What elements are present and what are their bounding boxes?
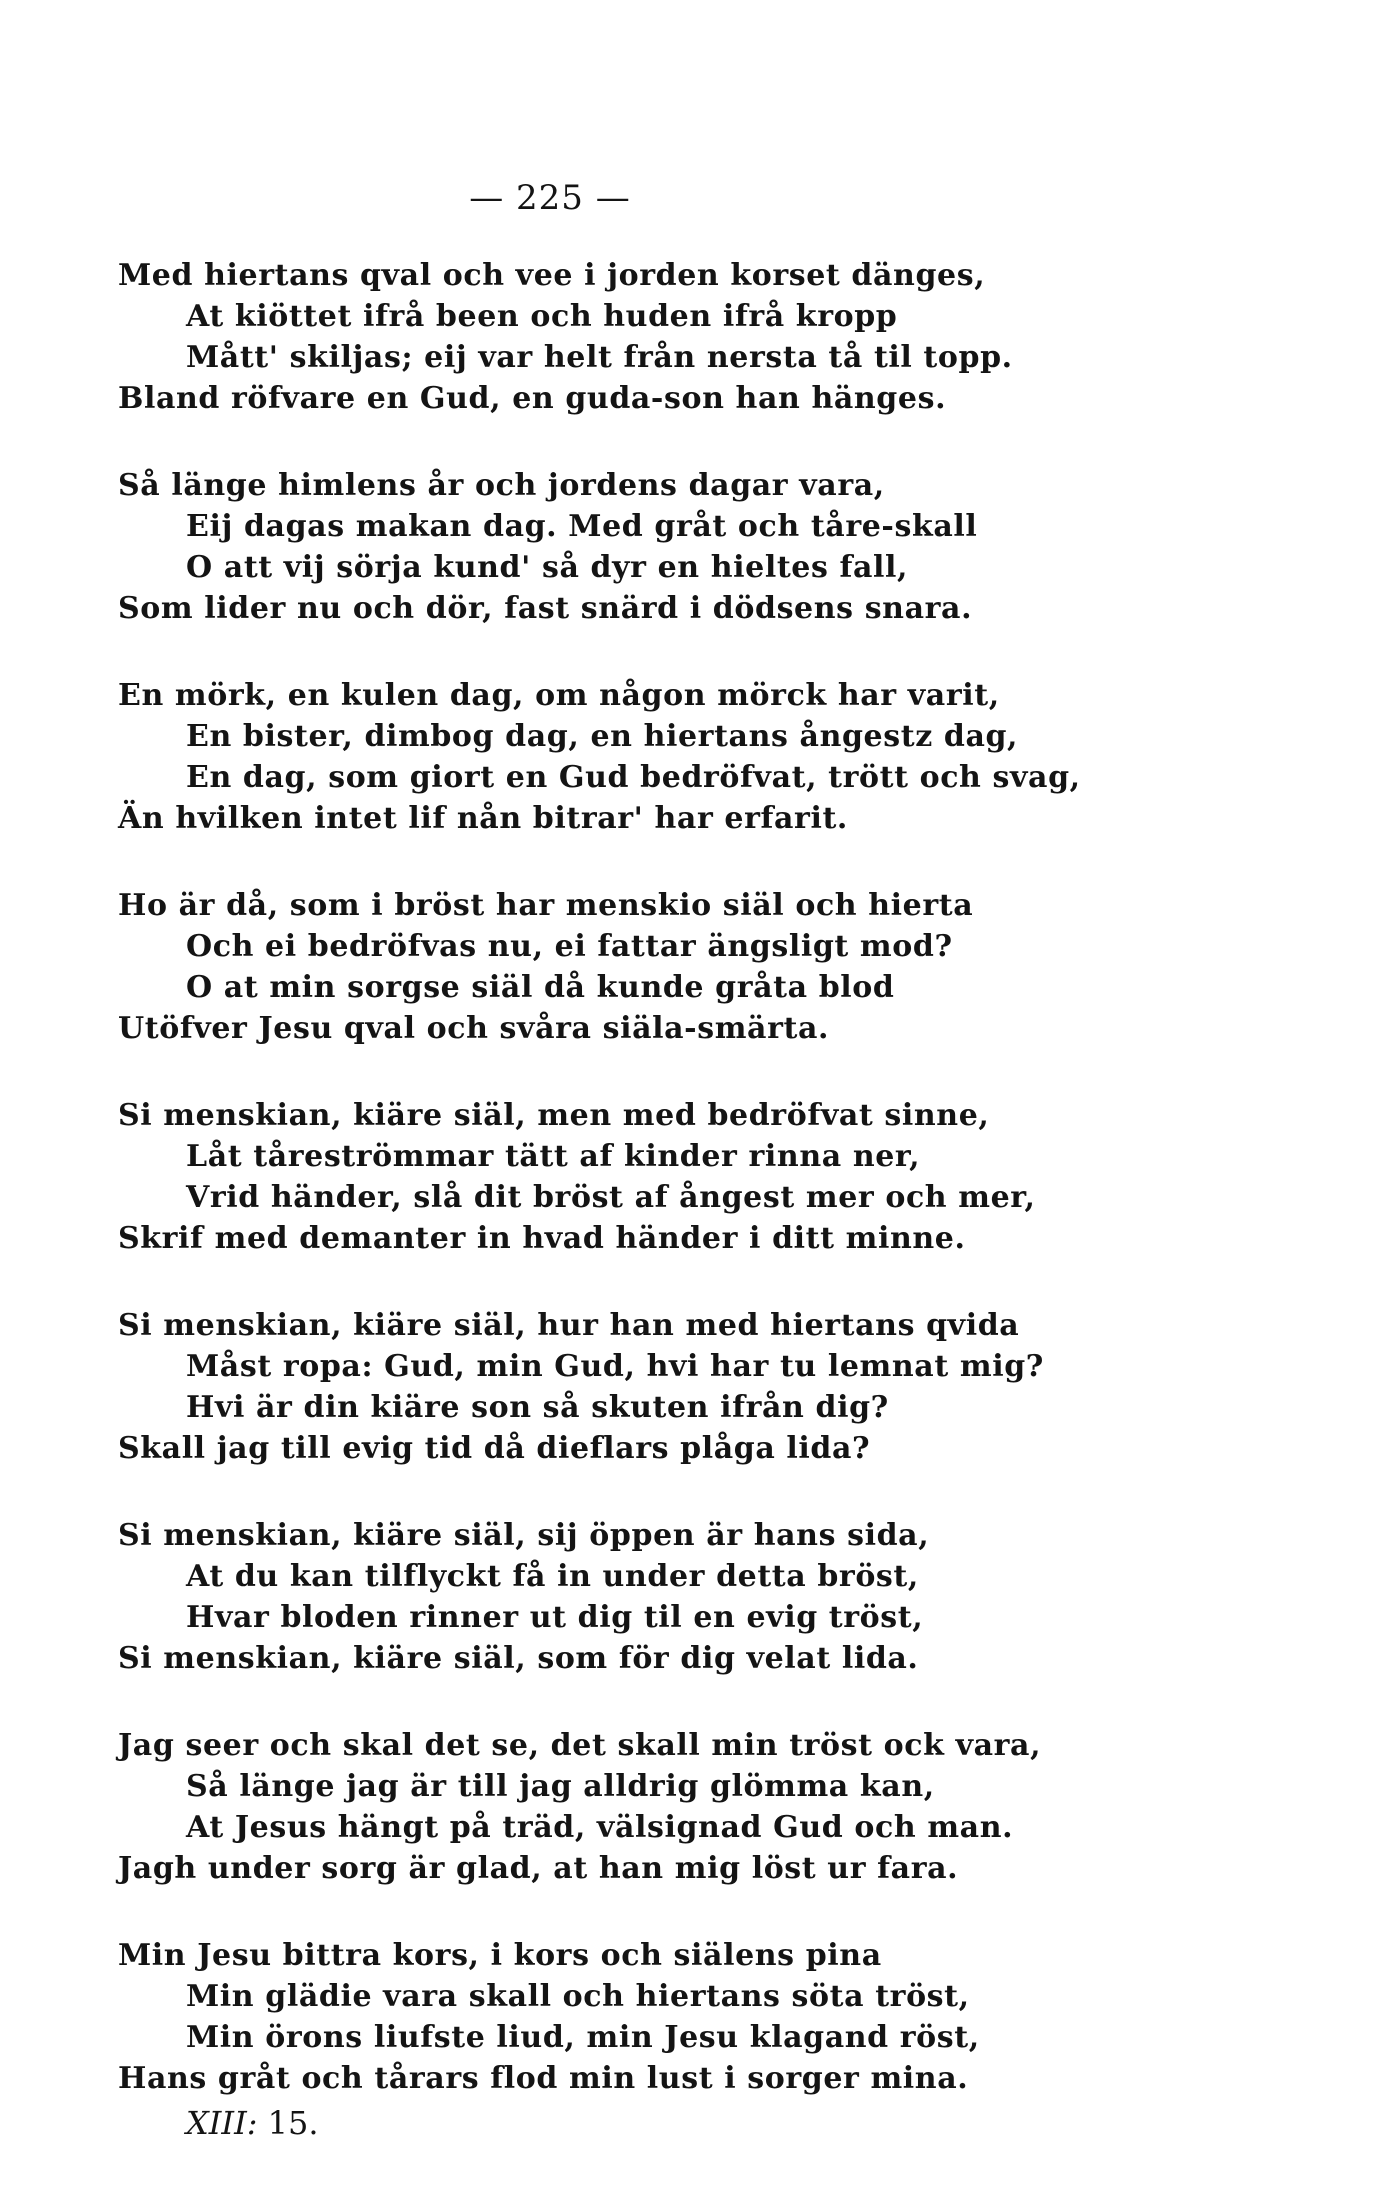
poem-line: En mörk, en kulen dag, om någon mörck har varit, xyxy=(118,678,1000,713)
poem-line: Hvar bloden rinner ut dig til en evig tröst, xyxy=(186,1600,924,1635)
poem-line: Min Jesu bittra kors, i kors och siälens pina xyxy=(118,1938,882,1973)
poem-line: En dag, som giort en Gud bedröfvat, trött och svag, xyxy=(186,760,1081,795)
poem-line: Si menskian, kiäre siäl, som för dig velat lida. xyxy=(118,1641,919,1676)
poem-line: Eij dagas makan dag. Med gråt och tåre-skall xyxy=(186,509,978,544)
poem-line: Min örons liufste liud, min Jesu klagand röst, xyxy=(186,2020,980,2055)
stanza xyxy=(118,1725,1118,1889)
poem-line: Hvi är din kiäre son så skuten ifrån dig? xyxy=(186,1390,889,1425)
poem-line: Som lider nu och dör, fast snärd i dödsens snara. xyxy=(118,591,973,626)
stanza xyxy=(118,1305,1118,1469)
poem-line: Hans gråt och tårars flod min lust i sorger mina. xyxy=(118,2061,969,2096)
stanza xyxy=(118,1935,1118,2099)
poem-line: Skrif med demanter in hvad händer i ditt minne. xyxy=(118,1221,966,1256)
stanza xyxy=(118,675,1118,839)
poem-line: O at min sorgse siäl då kunde gråta blod xyxy=(186,970,895,1005)
page-number: — 225 — xyxy=(469,178,631,218)
poem-line: Jag seer och skal det se, det skall min tröst ock vara, xyxy=(118,1728,1042,1763)
poem-line: O att vij sörja kund' så dyr en hieltes fall, xyxy=(186,550,909,585)
stanza xyxy=(118,1515,1118,1679)
reference-book: XIII: xyxy=(186,2104,258,2142)
poem-line: Än hvilken intet lif nån bitrar' har erfarit. xyxy=(118,801,848,836)
poem-line: Med hiertans qval och vee i jorden korset dänges, xyxy=(118,258,986,293)
poem-line: Si menskian, kiäre siäl, sij öppen är hans sida, xyxy=(118,1518,930,1553)
stanza xyxy=(118,885,1118,1049)
poem-line: Låt tåreströmmar tätt af kinder rinna ner, xyxy=(186,1139,921,1174)
poem-line: Si menskian, kiäre siäl, hur han med hiertans qvida xyxy=(118,1308,1020,1343)
poem-line: Vrid händer, slå dit bröst af ångest mer och mer, xyxy=(186,1180,1036,1215)
reference-verse: 15. xyxy=(267,2104,319,2142)
poem-line: At du kan tilflyckt få in under detta bröst, xyxy=(186,1559,919,1594)
poem-line: Min glädie vara skall och hiertans söta tröst, xyxy=(186,1979,970,2014)
poem xyxy=(118,255,1118,2144)
poem-line: Ho är då, som i bröst har menskio siäl och hierta xyxy=(118,888,974,923)
poem-line: At Jesus hängt på träd, välsignad Gud och man. xyxy=(186,1810,1014,1845)
poem-line: Skall jag till evig tid då dieflars plåga lida? xyxy=(118,1431,871,1466)
poem-line: Mått' skiljas; eij var helt från nersta tå til topp. xyxy=(186,340,1013,375)
poem-line: Så länge jag är till jag alldrig glömma kan, xyxy=(186,1769,935,1804)
stanza xyxy=(118,465,1118,629)
stanza xyxy=(118,1095,1118,1259)
poem-line: Och ei bedröfvas nu, ei fattar ängsligt mod? xyxy=(186,929,953,964)
poem-line: Så länge himlens år och jordens dagar vara, xyxy=(118,468,885,503)
poem-line: Måst ropa: Gud, min Gud, hvi har tu lemnat mig? xyxy=(186,1349,1044,1384)
poem-line: Si menskian, kiäre siäl, men med bedröfvat sinne, xyxy=(118,1098,990,1133)
scripture-reference xyxy=(118,2103,1118,2144)
poem-line: Utöfver Jesu qval och svåra siäla-smärta. xyxy=(118,1011,830,1046)
poem-line: At kiöttet ifrå been och huden ifrå kropp xyxy=(186,299,898,334)
poem-line: En bister, dimbog dag, en hiertans ångestz dag, xyxy=(186,719,1019,754)
stanza xyxy=(118,255,1118,419)
poem-line: Jagh under sorg är glad, at han mig löst ur fara. xyxy=(118,1851,959,1886)
poem-line: Bland röfvare en Gud, en guda-son han hänges. xyxy=(118,381,947,416)
